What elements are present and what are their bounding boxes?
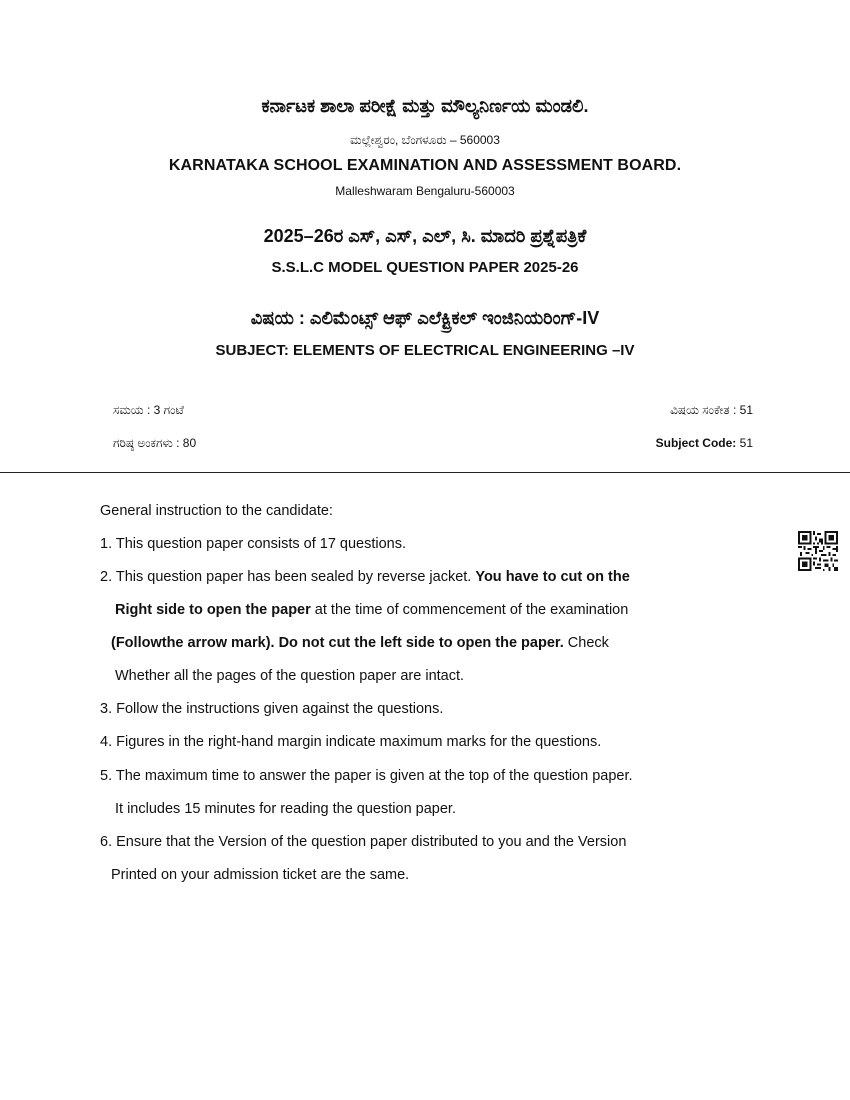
instruction-5-line-1: 5. The maximum time to answer the paper is given at the top of the question paper.	[100, 768, 633, 784]
qr-code-icon	[798, 531, 838, 571]
instruction-6-line-1: 6. Ensure that the Version of the question paper distributed to you and the Version	[100, 834, 627, 850]
instructions-heading: General instruction to the candidate:	[100, 503, 333, 519]
instruction-2-line-1-text: 2. This question paper has been sealed by reverse jacket.	[100, 569, 476, 585]
board-title-english: KARNATAKA SCHOOL EXAMINATION AND ASSESSMENT BOARD.	[168, 157, 682, 174]
subject-code-label: Subject Code:	[655, 436, 737, 450]
instruction-2-line-4: Whether all the pages of the question paper are intact.	[115, 668, 465, 684]
instruction-2-line-2-emphasis: Right side to open the paper	[115, 602, 311, 618]
subject-code-kannada: ವಿಷಯ ಸಂಕೇತ : 51	[670, 403, 753, 417]
instruction-1: 1. This question paper consists of 17 questions.	[100, 536, 407, 552]
instruction-3: 3. Follow the instructions given against the questions.	[100, 701, 444, 717]
instruction-2-line-1	[100, 568, 630, 586]
instruction-2-line-1-emphasis: You have to cut on the	[475, 569, 630, 585]
instruction-2-line-3-text: Check	[563, 635, 609, 651]
board-address-kannada: ಮಲ್ಲೇಶ್ವರಂ, ಬೆಂಗಳೂರು – 560003	[350, 133, 500, 147]
header-divider	[0, 472, 850, 473]
instruction-4: 4. Figures in the right-hand margin indicate maximum marks for the questions.	[100, 734, 602, 750]
subject-code-value: 51	[739, 436, 753, 450]
board-title-kannada: ಕರ್ನಾಟಕ ಶಾಲಾ ಪರೀಕ್ಷೆ ಮತ್ತು ಮೌಲ್ಯನಿರ್ಣಯ ಮಂಡಲಿ.	[261, 96, 589, 116]
max-marks-kannada: ಗರಿಷ್ಠ ಅಂಕಗಳು : 80	[113, 436, 197, 450]
instruction-2-line-3-emphasis: (Followthe arrow mark). Do not cut the left side to open the paper.	[111, 635, 564, 651]
subject-title-kannada: ವಿಷಯ : ಎಲಿಮೆಂಟ್ಸ್ ಆಫ್ ಎಲೆಕ್ಟ್ರಿಕಲ್ ಇಂಜಿನಿಯರಿಂಗ್-IV	[250, 308, 600, 328]
instruction-6-line-2: Printed on your admission ticket are the same.	[111, 867, 410, 883]
instruction-5-line-2: It includes 15 minutes for reading the question paper.	[115, 801, 456, 817]
instruction-2-line-2-text: at the time of commencement of the examination	[310, 602, 629, 618]
subject-code-english	[656, 436, 753, 450]
paper-title-kannada: 2025–26ರ ಎಸ್, ಎಸ್, ಎಲ್, ಸಿ. ಮಾದರಿ ಪ್ರಶ್ನೆಪತ್ರಿಕೆ	[263, 226, 587, 246]
paper-title-english: S.S.L.C MODEL QUESTION PAPER 2025-26	[271, 259, 579, 276]
time-kannada: ಸಮಯ : 3 ಗಂಟೆ	[113, 403, 184, 417]
instruction-2-line-2	[115, 601, 628, 619]
subject-title-english: SUBJECT: ELEMENTS OF ELECTRICAL ENGINEERING –IV	[215, 342, 635, 359]
board-address-english: Malleshwaram Bengaluru-560003	[335, 184, 515, 198]
instruction-2-line-3	[111, 634, 609, 652]
